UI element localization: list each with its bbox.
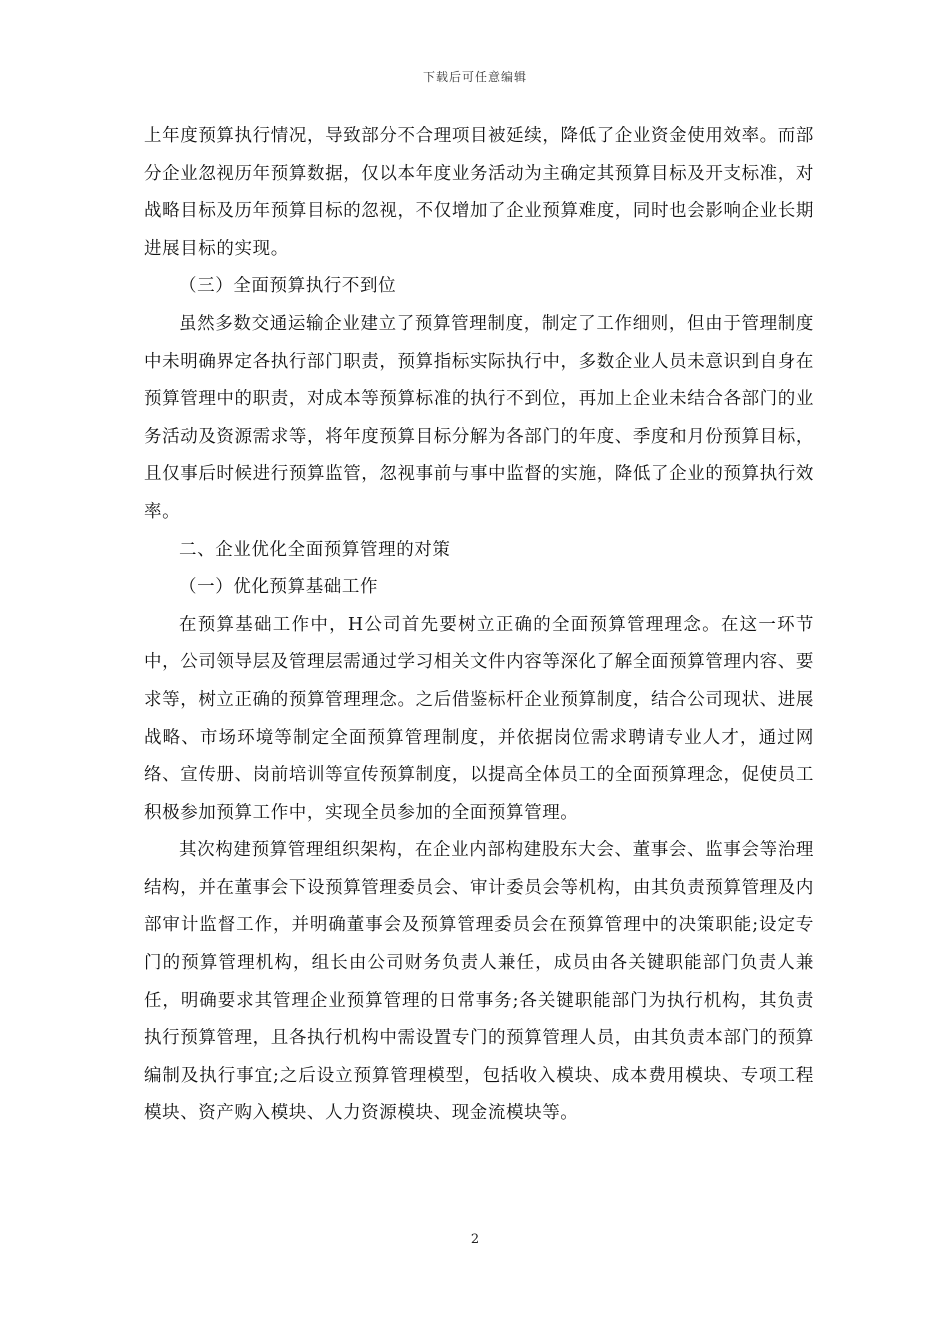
- page-header: 下载后可任意编辑: [422, 70, 527, 84]
- chapter-heading-2: 二、企业优化全面预算管理的对策: [179, 539, 451, 560]
- paragraph-execution: 虽然多数交通运输企业建立了预算管理制度，制定了工作细则，但由于管理制度中未明确界定各执行部门职责，预算指标实际执行中，多数企业人员未意识到自身在预算管理中的职责，对成本等预算标准的执行不到位，再加上企业未结合各部门的业务活动及资源需求等，将年度预算目标分解为各部门的年度、季度和月份预算目标，且仅事后时候进行预算监管，忽视事前与事中监督的实施，降低了企业的预算执行效率。: [144, 313, 814, 522]
- paragraph-organization: 其次构建预算管理组织架构，在企业内部构建股东大会、董事会、监事会等治理结构，并在董事会下设预算管理委员会、审计委员会等机构，由其负责预算管理及内部审计监督工作，并明确董事会及预算管理委员会在预算管理中的决策职能;设定专门的预算管理机构，组长由公司财务负责人兼任，成员由各关键职能部门负责人兼任，明确要求其管理企业预算管理的日常事务;各关键职能部门为执行机构，其负责执行预算管理，且各执行机构中需设置专门的预算管理人员，由其负责本部门的预算编制及执行事宜;之后设立预算管理模型，包括收入模块、成本费用模块、专项工程模块、资产购入模块、人力资源模块、现金流模块等。: [144, 840, 814, 1124]
- paragraph-continuation: 上年度预算执行情况，导致部分不合理项目被延续，降低了企业资金使用效率。而部分企业忽视历年预算数据，仅以本年度业务活动为主确定其预算目标及开支标准，对战略目标及历年预算目标的忽视，不仅增加了企业预算难度，同时也会影响企业长期进展目标的实现。: [144, 126, 814, 259]
- page-number: 2: [470, 1232, 480, 1247]
- section-heading-1: （一）优化预算基础工作: [179, 577, 379, 598]
- document-body: [144, 118, 814, 1133]
- section-heading-3: （三）全面预算执行不到位: [179, 276, 397, 297]
- paragraph-basic-work: 在预算基础工作中，H公司首先要树立正确的全面预算管理理念。在这一环节中，公司领导层及管理层需通过学习相关文件内容等深化了解全面预算管理内容、要求等，树立正确的预算管理理念。之后借鉴标杆企业预算制度，结合公司现状、进展战略、市场环境等制定全面预算管理制度，并依据岗位需求聘请专业人才，通过网络、宣传册、岗前培训等宣传预算制度，以提高全体员工的全面预算理念，促使员工积极参加预算工作中，实现全员参加的全面预算管理。: [144, 614, 814, 823]
